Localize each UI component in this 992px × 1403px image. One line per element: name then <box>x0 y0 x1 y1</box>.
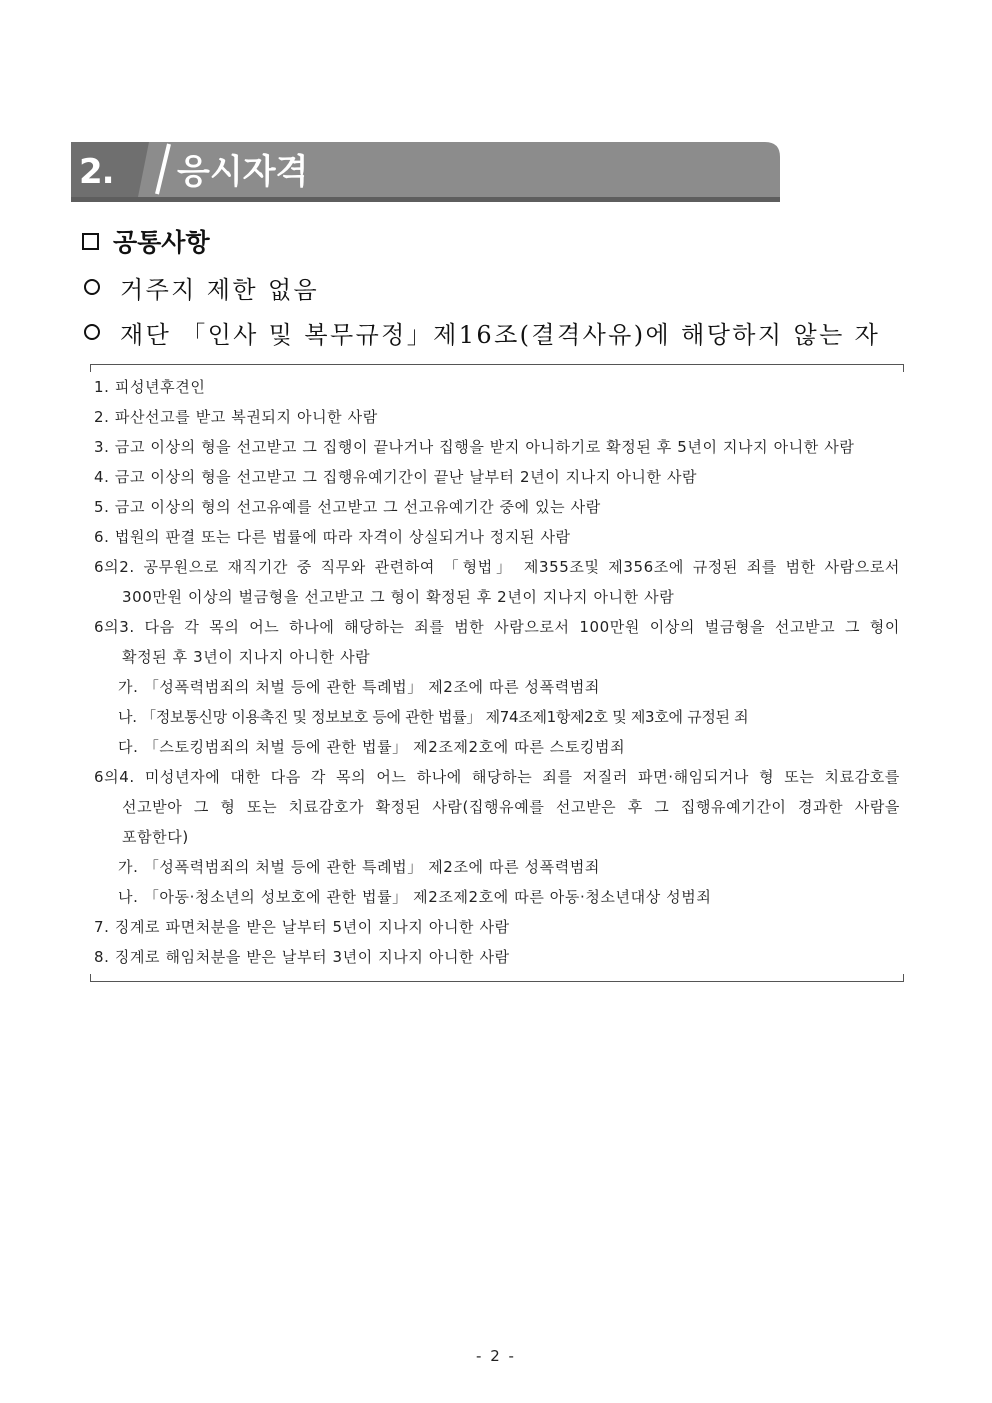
list-item: 8. 징계로 해임처분을 받은 날부터 3년이 지나지 아니한 사람 <box>94 948 510 966</box>
section-title: 응시자격 <box>177 152 309 192</box>
list-item-continuation: 포함한다) <box>122 828 189 846</box>
subheading <box>82 224 210 258</box>
sub-list-item: 가. 「성폭력범죄의 처벌 등에 관한 특례법」 제2조에 따른 성폭력범죄 <box>118 678 600 696</box>
list-item: 6. 법원의 판결 또는 다른 법률에 따라 자격이 상실되거나 정지된 사람 <box>94 528 571 546</box>
bullet-item <box>84 315 880 349</box>
bullet-text: 거주지 제한 없음 <box>120 275 320 304</box>
bullet-item <box>84 270 319 304</box>
square-icon <box>82 233 99 250</box>
section-banner <box>71 142 780 202</box>
list-item: 4. 금고 이상의 형을 선고받고 그 집행유예기간이 끝난 날부터 2년이 지나지 아니한 사람 <box>94 468 698 486</box>
circle-bullet-icon <box>84 279 100 295</box>
sub-list-item: 나. 「정보통신망 이용촉진 및 정보보호 등에 관한 법률」 제74조제1항제2호 및 제3호에 규정된 죄 <box>118 708 749 726</box>
page-number: - 2 - <box>476 1347 516 1365</box>
box-top-bracket <box>90 364 904 372</box>
list-item: 6의4. 미성년자에 대한 다음 각 목의 어느 하나에 해당하는 죄를 저질러 파면·해임되거나 형 또는 치료감호를 <box>94 768 900 786</box>
list-item: 5. 금고 이상의 형의 선고유예를 선고받고 그 선고유예기간 중에 있는 사람 <box>94 498 601 516</box>
sub-list-item: 나. 「아동·청소년의 성보호에 관한 법률」 제2조제2호에 따른 아동·청소년대상 성범죄 <box>118 888 712 906</box>
bullet-text: 재단 「인사 및 복무규정」제16조(결격사유)에 해당하지 않는 자 <box>120 320 881 349</box>
list-item: 2. 파산선고를 받고 복권되지 아니한 사람 <box>94 408 378 426</box>
list-item: 7. 징계로 파면처분을 받은 날부터 5년이 지나지 아니한 사람 <box>94 918 510 936</box>
list-item: 3. 금고 이상의 형을 선고받고 그 집행이 끝나거나 집행을 받지 아니하기로 확정된 후 5년이 지나지 아니한 사람 <box>94 438 855 456</box>
list-item-continuation: 300만원 이상의 벌금형을 선고받고 그 형이 확정된 후 2년이 지나지 아니한 사람 <box>122 588 675 606</box>
list-item-continuation: 선고받아 그 형 또는 치료감호가 확정된 사람(집행유예를 선고받은 후 그 집행유예기간이 경과한 사람을 <box>122 798 900 816</box>
section-number: 2. <box>79 152 114 192</box>
list-item: 1. 피성년후견인 <box>94 378 206 396</box>
sub-list-item: 가. 「성폭력범죄의 처벌 등에 관한 특례법」 제2조에 따른 성폭력범죄 <box>118 858 600 876</box>
subheading-text: 공통사항 <box>113 228 210 257</box>
disqualification-list <box>94 372 900 972</box>
list-item: 6의2. 공무원으로 재직기간 중 직무와 관련하여 「형법」 제355조및 제356조에 규정된 죄를 범한 사람으로서 <box>94 558 900 576</box>
list-item-continuation: 확정된 후 3년이 지나지 아니한 사람 <box>122 648 371 666</box>
box-bottom-bracket <box>90 974 904 982</box>
sub-list-item: 다. 「스토킹범죄의 처벌 등에 관한 법률」 제2조제2호에 따른 스토킹범죄 <box>118 738 626 756</box>
circle-bullet-icon <box>84 324 100 340</box>
list-item: 6의3. 다음 각 목의 어느 하나에 해당하는 죄를 범한 사람으로서 100만원 이상의 벌금형을 선고받고 그 형이 <box>94 618 900 636</box>
